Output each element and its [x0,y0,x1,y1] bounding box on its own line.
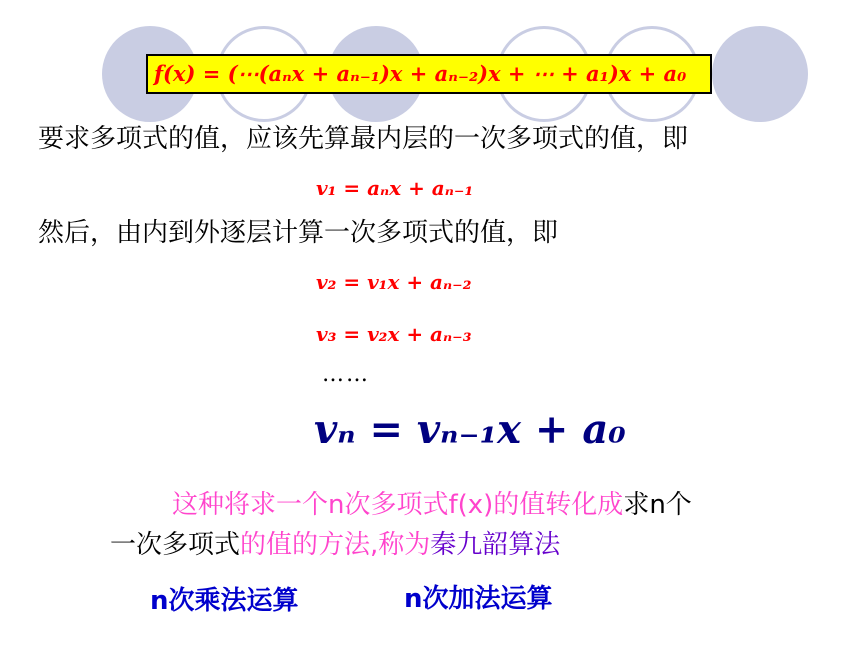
equation-v1-text: v₁ = aₙx + aₙ₋₁ [316,176,474,200]
horner-formula [146,54,712,94]
add-ops-label [404,578,553,615]
then-line-text: 然后，由内到外逐层计算一次多项式的值，即 [38,218,559,248]
mult-ops-label [150,580,299,617]
mult-ops-text: n次乘法运算 [150,586,299,616]
equation-v2-text: v₂ = v₁x + aₙ₋₂ [316,270,472,294]
equation-vn-text: vₙ = vₙ₋₁x + a₀ [314,406,626,453]
horner-formula-text: f(x) = (⋯(aₙx + aₙ₋₁)x + aₙ₋₂)x + ⋯ + a₁)x + a₀ [154,61,687,86]
then-line [38,212,558,249]
intro-line-text: 要求多项式的值，应该先算最内层的一次多项式的值，即 [38,124,689,154]
equation-v3-text: v₃ = v₂x + aₙ₋₃ [316,322,472,346]
add-ops-text: n次加法运算 [404,584,553,614]
equation-v1 [316,176,473,200]
summary-part3: 一次多项式 [110,530,241,560]
decor-circle [712,26,808,122]
summary-part2: 求n个 [623,490,692,520]
summary-part5: 秦九韶算法 [430,530,561,560]
summary-part4: 的值的方法,称为 [240,530,431,560]
equation-v3 [316,322,472,346]
equation-vn [314,406,626,453]
summary-line-1 [172,484,692,521]
summary-part1: 这种将求一个n次多项式f(x)的值转化成 [172,490,624,520]
summary-line-2 [110,524,560,561]
intro-line [38,118,688,155]
equation-v2 [316,270,472,294]
ellipsis: …… [322,362,370,387]
